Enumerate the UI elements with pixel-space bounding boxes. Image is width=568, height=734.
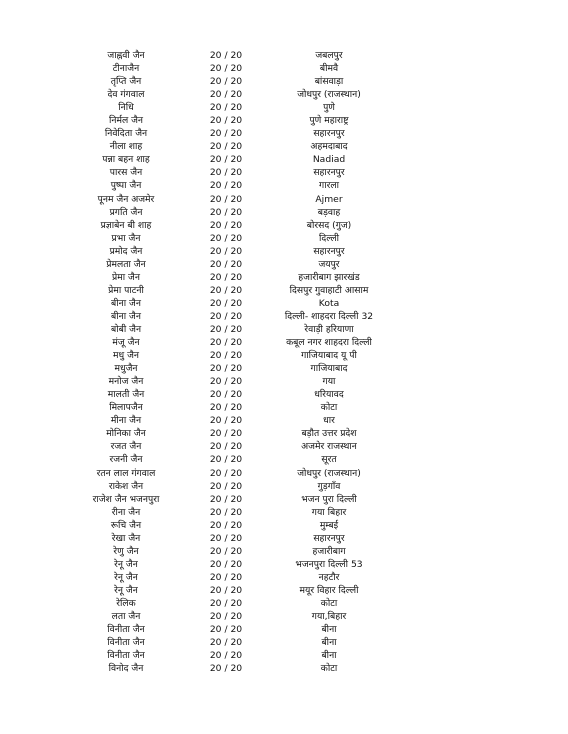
- table-row: [0, 258, 568, 271]
- table-row: [0, 297, 568, 310]
- table-row: [0, 506, 568, 519]
- participant-name: प्रगति जैन: [109, 206, 143, 218]
- score-cell: 20 / 20: [209, 232, 243, 244]
- score-cell: 20 / 20: [209, 337, 243, 349]
- city-cell: जयपुर: [318, 258, 340, 270]
- city-cell: दिसपुर गुवाहाटी आसाम: [289, 284, 369, 296]
- score-cell: 20 / 20: [209, 637, 243, 649]
- city-cell: जबलपुर: [315, 50, 343, 61]
- participant-name: पारस जैन: [109, 167, 143, 179]
- score-cell: 20 / 20: [209, 428, 243, 440]
- city-cell: गारला: [319, 180, 339, 192]
- city-cell: Ajmer: [315, 193, 343, 205]
- score-cell: 20 / 20: [209, 245, 243, 257]
- table-row: [0, 662, 568, 675]
- city-cell: कोटा: [320, 663, 338, 675]
- city-cell: गया बिहार: [311, 506, 347, 518]
- table-row: [0, 636, 568, 649]
- city-cell: बड़ौत उत्तर प्रदेश: [301, 428, 357, 440]
- participant-name: मोनिका जैन: [106, 428, 146, 440]
- participant-name: रेनू जैन: [114, 571, 138, 583]
- city-cell: रेवाड़ी हरियाणा: [304, 323, 354, 335]
- city-cell: हजारीबाग झारखंड: [298, 271, 360, 283]
- table-row: [0, 375, 568, 388]
- participant-name: मीना जैन: [110, 415, 142, 427]
- table-row: [0, 649, 568, 662]
- score-cell: 20 / 20: [209, 493, 243, 505]
- score-cell: 20 / 20: [209, 193, 243, 205]
- score-cell: 20 / 20: [209, 441, 243, 453]
- table-row: [0, 480, 568, 493]
- score-cell: 20 / 20: [209, 480, 243, 492]
- table-row: [0, 440, 568, 453]
- participant-name: बीना जैन: [111, 297, 141, 309]
- participant-name: प्रभा जैन: [111, 232, 141, 244]
- table-row: [0, 388, 568, 401]
- score-cell: 20 / 20: [209, 89, 243, 101]
- participant-name: पुष्पा जैन: [110, 180, 142, 192]
- city-cell: Kota: [318, 297, 340, 309]
- city-cell: गया,बिहार: [311, 611, 347, 623]
- score-cell: 20 / 20: [209, 506, 243, 518]
- participant-name: रेनू जैन: [114, 558, 138, 570]
- participant-name: रजत जैन: [110, 441, 142, 453]
- city-cell: अजमेर राजस्थान: [301, 441, 357, 453]
- score-cell: 20 / 20: [209, 519, 243, 531]
- table-row: [0, 467, 568, 480]
- city-cell: मयूर विहार दिल्ली: [299, 584, 359, 596]
- score-cell: 20 / 20: [209, 76, 243, 88]
- table-row: [0, 271, 568, 284]
- table-row: [0, 166, 568, 179]
- city-cell: कोटा: [320, 597, 338, 609]
- score-cell: 20 / 20: [209, 128, 243, 140]
- city-cell: मुम्बई: [319, 519, 339, 531]
- score-cell: 20 / 20: [209, 154, 243, 166]
- score-cell: 20 / 20: [209, 63, 243, 75]
- score-cell: 20 / 20: [209, 402, 243, 414]
- participant-name: रीना जैन: [111, 506, 141, 518]
- participant-name: विनीता जैन: [107, 650, 145, 662]
- table-row: [0, 179, 568, 192]
- table-row: [0, 532, 568, 545]
- city-cell: बीमवै: [319, 63, 339, 75]
- score-cell: 20 / 20: [209, 180, 243, 192]
- table-row: [0, 127, 568, 140]
- city-cell: जोधपुर (राजस्थान): [297, 467, 361, 479]
- participant-name: निर्मल जैन: [108, 115, 144, 127]
- table-row: [0, 310, 568, 323]
- city-cell: सूरत: [321, 454, 337, 466]
- city-cell: Nadiad: [312, 154, 346, 166]
- score-cell: 20 / 20: [209, 115, 243, 127]
- participant-name: देव गंगवाल: [107, 89, 145, 101]
- city-cell: दिल्ली: [318, 232, 339, 244]
- city-cell: धरियावद: [314, 389, 344, 401]
- participant-name: मधुजैन: [114, 363, 138, 375]
- table-row: [0, 284, 568, 297]
- score-cell: 20 / 20: [209, 219, 243, 231]
- table-row: [0, 153, 568, 166]
- table-row: [0, 610, 568, 623]
- participant-name: प्रेमा जैन: [112, 271, 140, 283]
- participant-name: मंजू जैन: [112, 337, 140, 349]
- participant-name: टीनाजैन: [112, 63, 140, 75]
- table-row: [0, 623, 568, 636]
- city-cell: गाजियाबाद यू पी: [301, 350, 357, 362]
- score-cell: 20 / 20: [209, 376, 243, 388]
- city-cell: हजारीबाग: [312, 545, 346, 557]
- participant-name: राकेश जैन: [108, 480, 144, 492]
- table-row: [0, 453, 568, 466]
- score-cell: 20 / 20: [209, 389, 243, 401]
- score-cell: 20 / 20: [209, 350, 243, 362]
- table-row: [0, 62, 568, 75]
- city-cell: सहारनपुर: [313, 167, 345, 179]
- score-cell: 20 / 20: [209, 206, 243, 218]
- participant-name: रेलिक: [116, 597, 136, 609]
- participant-name: विनीता जैन: [107, 637, 145, 649]
- score-cell: 20 / 20: [209, 650, 243, 662]
- city-cell: गया: [322, 376, 336, 388]
- city-cell: भजनपुरा दिल्ली 53: [295, 558, 363, 570]
- participant-name: रतन लाल गंगवाल: [96, 467, 156, 479]
- score-cell: 20 / 20: [209, 624, 243, 636]
- participant-name: विनोद जैन: [108, 663, 144, 675]
- city-cell: कोटा: [320, 402, 338, 414]
- city-cell: धार: [323, 415, 335, 427]
- participant-name: निधि: [118, 102, 134, 114]
- score-cell: 20 / 20: [209, 611, 243, 623]
- participant-name: विनीता जैन: [107, 624, 145, 636]
- results-table: [0, 49, 568, 675]
- table-row: [0, 558, 568, 571]
- participant-name: प्रज्ञाबेन बी शाह: [100, 219, 152, 231]
- participant-name: मधु जैन: [113, 350, 139, 362]
- table-row: [0, 101, 568, 114]
- city-cell: सहारनपुर: [313, 128, 345, 140]
- table-row: [0, 75, 568, 88]
- table-row: [0, 545, 568, 558]
- participant-name: राजेश जैन भजनपुरा: [92, 493, 160, 505]
- score-cell: 20 / 20: [209, 167, 243, 179]
- city-cell: पुणे: [323, 102, 335, 114]
- participant-name: बीना जैन: [111, 310, 141, 322]
- score-cell: 20 / 20: [209, 663, 243, 675]
- participant-name: पूनम जैन अजमेर: [97, 193, 155, 205]
- score-cell: 20 / 20: [209, 597, 243, 609]
- score-cell: 20 / 20: [209, 532, 243, 544]
- participant-name: तृप्ति जैन: [110, 76, 142, 88]
- score-cell: 20 / 20: [209, 310, 243, 322]
- score-cell: 20 / 20: [209, 545, 243, 557]
- table-row: [0, 245, 568, 258]
- score-cell: 20 / 20: [209, 271, 243, 283]
- table-row: [0, 597, 568, 610]
- city-cell: बांसवाड़ा: [314, 76, 344, 88]
- score-cell: 20 / 20: [209, 584, 243, 596]
- score-cell: 20 / 20: [209, 141, 243, 153]
- table-row: [0, 349, 568, 362]
- table-row: [0, 362, 568, 375]
- score-cell: 20 / 20: [209, 415, 243, 427]
- city-cell: दिल्ली- शाहदरा दिल्ली 32: [284, 310, 374, 322]
- participant-name: रेखा जैन: [111, 532, 141, 544]
- score-cell: 20 / 20: [209, 454, 243, 466]
- city-cell: अहमदाबाद: [310, 141, 348, 153]
- table-row: [0, 519, 568, 532]
- city-cell: सहारनपुर: [313, 245, 345, 257]
- table-row: [0, 232, 568, 245]
- table-row: [0, 193, 568, 206]
- participant-name: मिलापजैन: [109, 402, 143, 414]
- participant-name: रेनू जैन: [114, 584, 138, 596]
- table-row: [0, 493, 568, 506]
- participant-name: प्रेमलता जैन: [106, 258, 146, 270]
- participant-name: प्रमोद जैन: [109, 245, 143, 257]
- table-row: [0, 219, 568, 232]
- table-row: [0, 414, 568, 427]
- table-row: [0, 49, 568, 62]
- table-row: [0, 114, 568, 127]
- participant-name: निवेदिता जैन: [104, 128, 148, 140]
- table-row: [0, 584, 568, 597]
- score-cell: 20 / 20: [209, 571, 243, 583]
- city-cell: भजन पुरा दिल्ली: [301, 493, 357, 505]
- table-row: [0, 206, 568, 219]
- table-row: [0, 323, 568, 336]
- city-cell: गुड़गाँव: [317, 480, 341, 492]
- table-row: [0, 401, 568, 414]
- score-cell: 20 / 20: [209, 297, 243, 309]
- city-cell: बोरसद (गुज): [306, 219, 352, 231]
- city-cell: बीना: [321, 637, 337, 649]
- score-cell: 20 / 20: [209, 323, 243, 335]
- participant-name: लता जैन: [111, 611, 141, 623]
- score-cell: 20 / 20: [209, 284, 243, 296]
- city-cell: बड़वाह: [317, 206, 341, 218]
- city-cell: गाजियाबाद: [310, 363, 348, 375]
- participant-name: रजनी जैन: [109, 454, 143, 466]
- participant-name: जाह्नवी जैन: [107, 50, 145, 61]
- participant-name: मनोज जैन: [108, 376, 144, 388]
- participant-name: रूचि जैन: [110, 519, 142, 531]
- city-cell: बीना: [321, 650, 337, 662]
- city-cell: जोधपुर (राजस्थान): [297, 89, 361, 101]
- table-row: [0, 88, 568, 101]
- city-cell: नहटौर: [318, 571, 340, 583]
- city-cell: बीना: [321, 624, 337, 636]
- table-row: [0, 336, 568, 349]
- table-row: [0, 571, 568, 584]
- city-cell: सहारनपुर: [313, 532, 345, 544]
- participant-name: पन्ना बहन शाह: [102, 154, 150, 166]
- score-cell: 20 / 20: [209, 467, 243, 479]
- table-row: [0, 140, 568, 153]
- participant-name: नीला शाह: [109, 141, 143, 153]
- city-cell: पुणे महाराष्ट्र: [309, 115, 349, 127]
- participant-name: प्रेमा पाटनी: [108, 284, 144, 296]
- city-cell: कबूल नगर शाहदरा दिल्ली: [286, 337, 372, 349]
- table-row: [0, 427, 568, 440]
- participant-name: मालती जैन: [107, 389, 145, 401]
- score-cell: 20 / 20: [209, 102, 243, 114]
- participant-name: रेणु जैन: [113, 545, 139, 557]
- score-cell: 20 / 20: [209, 558, 243, 570]
- score-cell: 20 / 20: [209, 363, 243, 375]
- score-cell: 20 / 20: [209, 258, 243, 270]
- participant-name: बोबी जैन: [110, 323, 142, 335]
- score-cell: 20 / 20: [209, 50, 243, 61]
